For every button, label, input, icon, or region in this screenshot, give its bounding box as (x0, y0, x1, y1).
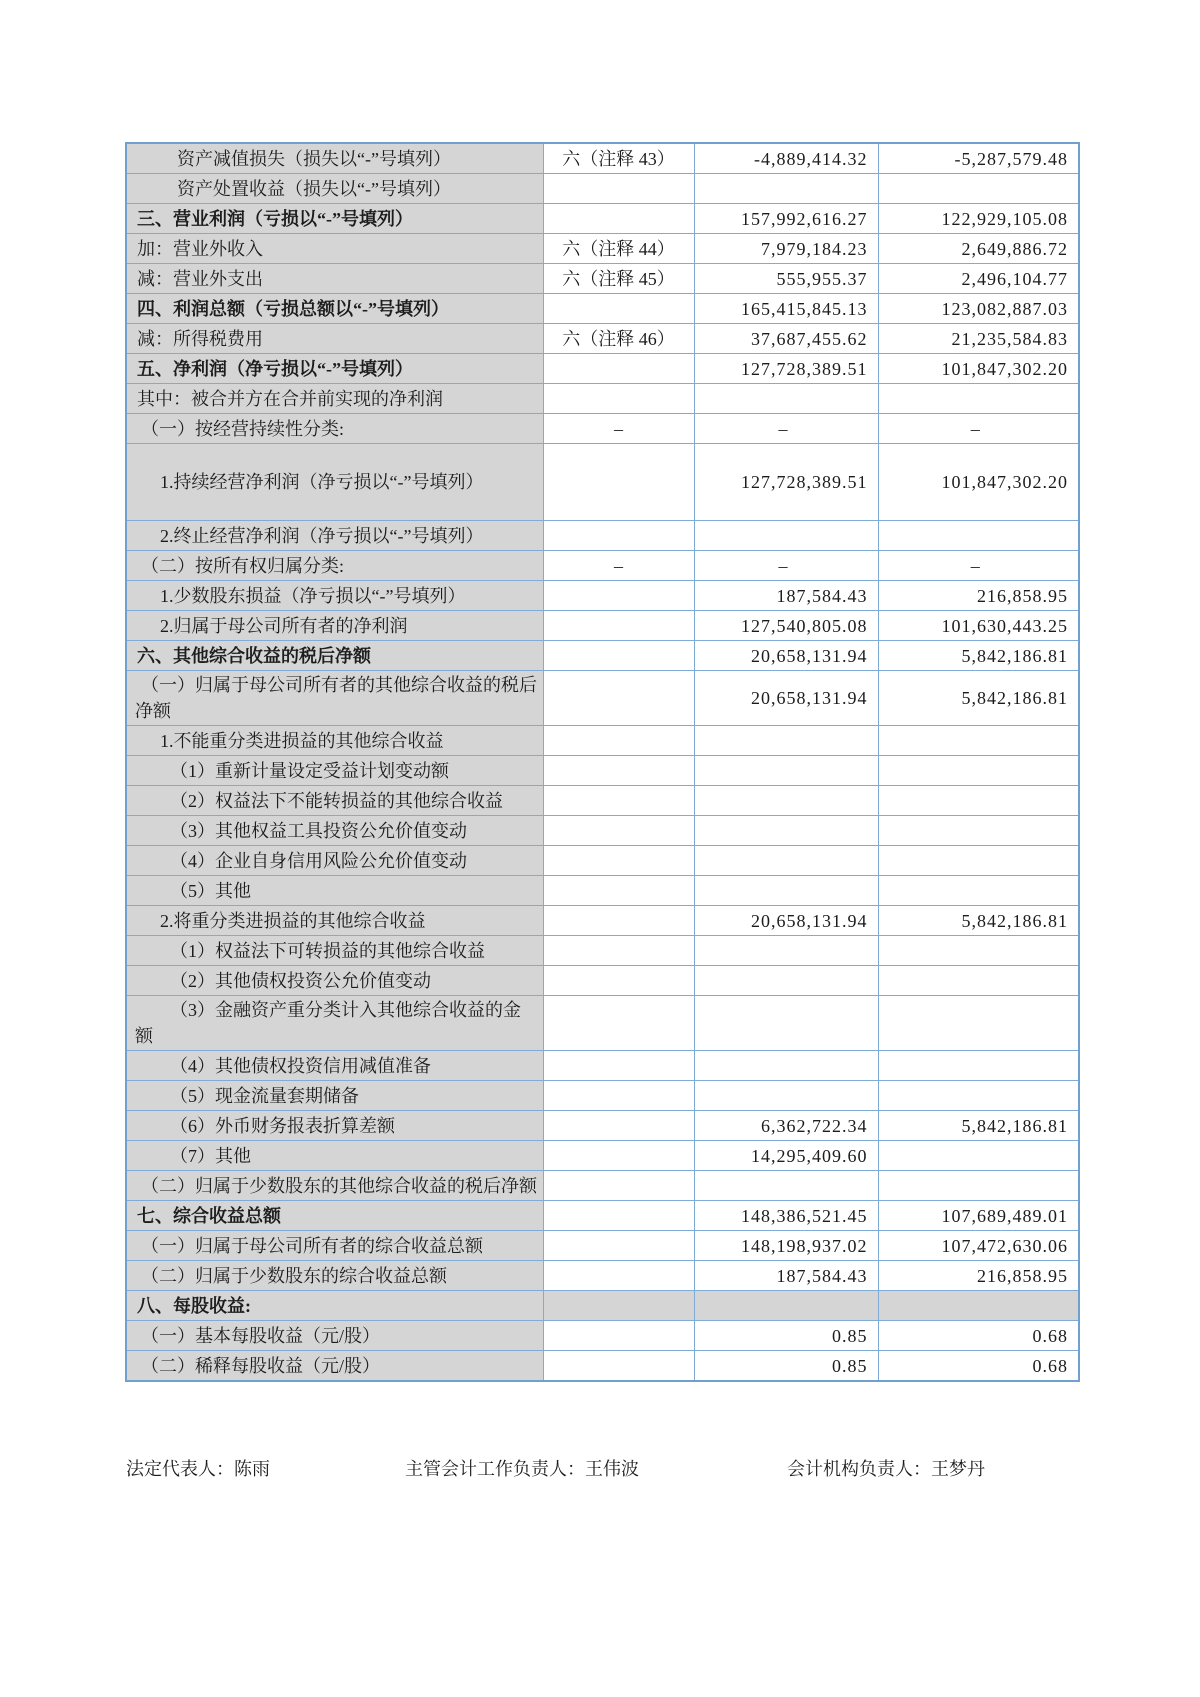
prior-amount-cell: 0.68 (878, 1351, 1079, 1382)
prior-amount-cell (878, 936, 1079, 966)
prior-amount-cell: 5,842,186.81 (878, 1111, 1079, 1141)
table-row (126, 1141, 1079, 1171)
table-row (126, 876, 1079, 906)
current-amount-cell (694, 816, 878, 846)
table-row (126, 384, 1079, 414)
table-row (126, 726, 1079, 756)
item-cell: （一）归属于母公司所有者的综合收益总额 (126, 1231, 543, 1261)
note-cell (543, 354, 694, 384)
prior-amount-cell (878, 384, 1079, 414)
current-amount-cell (694, 174, 878, 204)
accounting-department-head-label: 会计机构负责人：王梦丹 (787, 1459, 985, 1479)
note-cell: 六（注释 46） (543, 324, 694, 354)
note-cell (543, 1201, 694, 1231)
item-cell: （4）其他债权投资信用减值准备 (126, 1051, 543, 1081)
item-cell: （一）归属于母公司所有者的其他综合收益的税后净额 (126, 671, 543, 726)
item-cell: 1.不能重分类进损益的其他综合收益 (126, 726, 543, 756)
current-amount-cell: 165,415,845.13 (694, 294, 878, 324)
prior-amount-cell: 2,496,104.77 (878, 264, 1079, 294)
table-row (126, 671, 1079, 726)
current-amount-cell (694, 1051, 878, 1081)
prior-amount-cell: 107,472,630.06 (878, 1231, 1079, 1261)
prior-amount-cell (878, 846, 1079, 876)
table-row (126, 1321, 1079, 1351)
table-row (126, 936, 1079, 966)
item-cell: （1）重新计量设定受益计划变动额 (126, 756, 543, 786)
item-cell: （1）权益法下可转损益的其他综合收益 (126, 936, 543, 966)
table-row (126, 234, 1079, 264)
note-cell (543, 996, 694, 1051)
prior-amount-cell: 5,842,186.81 (878, 906, 1079, 936)
prior-amount-cell (878, 1141, 1079, 1171)
note-cell (543, 1231, 694, 1261)
note-cell (543, 816, 694, 846)
current-amount-cell: 127,540,805.08 (694, 611, 878, 641)
table-row (126, 143, 1079, 174)
note-cell: 六（注释 44） (543, 234, 694, 264)
current-amount-cell (694, 786, 878, 816)
current-amount-cell (694, 1081, 878, 1111)
item-cell: （2）权益法下不能转损益的其他综合收益 (126, 786, 543, 816)
note-cell (543, 966, 694, 996)
prior-amount-cell: 122,929,105.08 (878, 204, 1079, 234)
prior-amount-cell: 101,630,443.25 (878, 611, 1079, 641)
note-cell (543, 1351, 694, 1382)
note-cell: – (543, 414, 694, 444)
prior-amount-cell: 2,649,886.72 (878, 234, 1079, 264)
item-cell: 2.将重分类进损益的其他综合收益 (126, 906, 543, 936)
prior-amount-cell (878, 786, 1079, 816)
note-cell: 六（注释 43） (543, 143, 694, 174)
table-row (126, 521, 1079, 551)
prior-amount-cell: 5,842,186.81 (878, 671, 1079, 726)
prior-amount-cell: 216,858.95 (878, 581, 1079, 611)
table-row (126, 1171, 1079, 1201)
prior-amount-cell (878, 521, 1079, 551)
current-amount-cell (694, 996, 878, 1051)
prior-amount-cell (878, 966, 1079, 996)
current-amount-cell: 20,658,131.94 (694, 641, 878, 671)
item-cell: 四、利润总额（亏损总额以“-”号填列） (126, 294, 543, 324)
item-cell: 加：营业外收入 (126, 234, 543, 264)
table-row (126, 294, 1079, 324)
prior-amount-cell: 0.68 (878, 1321, 1079, 1351)
prior-amount-cell (878, 1051, 1079, 1081)
current-amount-cell (694, 846, 878, 876)
current-amount-cell: 20,658,131.94 (694, 671, 878, 726)
prior-amount-cell (878, 1081, 1079, 1111)
note-cell (543, 1111, 694, 1141)
current-amount-cell: 148,198,937.02 (694, 1231, 878, 1261)
note-cell (543, 1321, 694, 1351)
table-row (126, 551, 1079, 581)
item-cell: 六、其他综合收益的税后净额 (126, 641, 543, 671)
current-amount-cell: 555,955.37 (694, 264, 878, 294)
note-cell (543, 174, 694, 204)
note-cell (543, 611, 694, 641)
table-row (126, 1081, 1079, 1111)
note-cell (543, 641, 694, 671)
prior-amount-cell: 101,847,302.20 (878, 354, 1079, 384)
current-amount-cell: 187,584.43 (694, 1261, 878, 1291)
current-amount-cell: – (694, 414, 878, 444)
item-cell: （一）基本每股收益（元/股） (126, 1321, 543, 1351)
table-row (126, 816, 1079, 846)
prior-amount-cell: 5,842,186.81 (878, 641, 1079, 671)
current-amount-cell: 127,728,389.51 (694, 354, 878, 384)
table-row (126, 264, 1079, 294)
current-amount-cell (694, 1171, 878, 1201)
table-row (126, 641, 1079, 671)
table-row (126, 444, 1079, 521)
item-cell: （3）其他权益工具投资公允价值变动 (126, 816, 543, 846)
note-cell (543, 726, 694, 756)
prior-amount-cell (878, 1291, 1079, 1321)
table-row (126, 846, 1079, 876)
table-row (126, 324, 1079, 354)
item-cell: 五、净利润（净亏损以“-”号填列） (126, 354, 543, 384)
prior-amount-cell (878, 816, 1079, 846)
current-amount-cell: 187,584.43 (694, 581, 878, 611)
table-row (126, 966, 1079, 996)
prior-amount-cell (878, 174, 1079, 204)
item-cell: （7）其他 (126, 1141, 543, 1171)
current-amount-cell: 20,658,131.94 (694, 906, 878, 936)
table-row (126, 1111, 1079, 1141)
current-amount-cell: 6,362,722.34 (694, 1111, 878, 1141)
item-cell: 2.终止经营净利润（净亏损以“-”号填列） (126, 521, 543, 551)
table-row (126, 1051, 1079, 1081)
prior-amount-cell: 101,847,302.20 (878, 444, 1079, 521)
item-cell: 七、综合收益总额 (126, 1201, 543, 1231)
current-amount-cell: – (694, 551, 878, 581)
note-cell (543, 444, 694, 521)
note-cell (543, 521, 694, 551)
item-cell: （5）其他 (126, 876, 543, 906)
note-cell (543, 906, 694, 936)
item-cell: 2.归属于母公司所有者的净利润 (126, 611, 543, 641)
table-row (126, 906, 1079, 936)
note-cell (543, 1051, 694, 1081)
prior-amount-cell: 216,858.95 (878, 1261, 1079, 1291)
item-cell: （二）归属于少数股东的综合收益总额 (126, 1261, 543, 1291)
item-cell: 减：所得税费用 (126, 324, 543, 354)
prior-amount-cell: 123,082,887.03 (878, 294, 1079, 324)
prior-amount-cell (878, 876, 1079, 906)
note-cell: – (543, 551, 694, 581)
current-amount-cell (694, 756, 878, 786)
item-cell: （6）外币财务报表折算差额 (126, 1111, 543, 1141)
current-amount-cell: -4,889,414.32 (694, 143, 878, 174)
item-cell: （4）企业自身信用风险公允价值变动 (126, 846, 543, 876)
prior-amount-cell: 107,689,489.01 (878, 1201, 1079, 1231)
item-cell: （3）金融资产重分类计入其他综合收益的金额 (126, 996, 543, 1051)
prior-amount-cell (878, 1171, 1079, 1201)
table-row (126, 996, 1079, 1051)
note-cell: 六（注释 45） (543, 264, 694, 294)
table-row (126, 1261, 1079, 1291)
prior-amount-cell: – (878, 551, 1079, 581)
table-row (126, 354, 1079, 384)
table-row (126, 414, 1079, 444)
note-cell (543, 786, 694, 816)
item-cell: （二）按所有权归属分类: (126, 551, 543, 581)
current-amount-cell: 7,979,184.23 (694, 234, 878, 264)
table-row (126, 786, 1079, 816)
table-row (126, 1351, 1079, 1382)
item-cell: 减：营业外支出 (126, 264, 543, 294)
current-amount-cell: 157,992,616.27 (694, 204, 878, 234)
current-amount-cell: 148,386,521.45 (694, 1201, 878, 1231)
item-cell: （二）归属于少数股东的其他综合收益的税后净额 (126, 1171, 543, 1201)
legal-representative-label: 法定代表人：陈雨 (126, 1459, 270, 1479)
item-cell: 其中：被合并方在合并前实现的净利润 (126, 384, 543, 414)
income-statement-table (125, 142, 1080, 1382)
table-row (126, 174, 1079, 204)
note-cell (543, 846, 694, 876)
item-cell: （5）现金流量套期储备 (126, 1081, 543, 1111)
table-row (126, 1291, 1079, 1321)
current-amount-cell (694, 876, 878, 906)
note-cell (543, 1081, 694, 1111)
note-cell (543, 1171, 694, 1201)
item-cell: 八、每股收益: (126, 1291, 543, 1321)
current-amount-cell (694, 966, 878, 996)
table-row (126, 1231, 1079, 1261)
item-cell: 1.少数股东损益（净亏损以“-”号填列） (126, 581, 543, 611)
note-cell (543, 876, 694, 906)
current-amount-cell (694, 384, 878, 414)
prior-amount-cell: -5,287,579.48 (878, 143, 1079, 174)
note-cell (543, 294, 694, 324)
prior-amount-cell: – (878, 414, 1079, 444)
note-cell (543, 1141, 694, 1171)
note-cell (543, 204, 694, 234)
current-amount-cell (694, 521, 878, 551)
item-cell: 资产处置收益（损失以“-”号填列） (126, 174, 543, 204)
current-amount-cell: 127,728,389.51 (694, 444, 878, 521)
item-cell: （二）稀释每股收益（元/股） (126, 1351, 543, 1382)
table-row (126, 611, 1079, 641)
table-body (126, 143, 1079, 1381)
current-amount-cell: 0.85 (694, 1351, 878, 1382)
note-cell (543, 581, 694, 611)
table-row (126, 756, 1079, 786)
note-cell (543, 671, 694, 726)
prior-amount-cell (878, 996, 1079, 1051)
current-amount-cell: 14,295,409.60 (694, 1141, 878, 1171)
chief-accounting-officer-label: 主管会计工作负责人：王伟波 (405, 1459, 639, 1479)
current-amount-cell (694, 936, 878, 966)
current-amount-cell (694, 1291, 878, 1321)
note-cell (543, 1261, 694, 1291)
item-cell: （一）按经营持续性分类: (126, 414, 543, 444)
current-amount-cell (694, 726, 878, 756)
table-row (126, 1201, 1079, 1231)
note-cell (543, 756, 694, 786)
table-row (126, 204, 1079, 234)
item-cell: 三、营业利润（亏损以“-”号填列） (126, 204, 543, 234)
signatories-row (0, 1455, 1200, 1485)
note-cell (543, 1291, 694, 1321)
current-amount-cell: 0.85 (694, 1321, 878, 1351)
prior-amount-cell (878, 726, 1079, 756)
item-cell: 1.持续经营净利润（净亏损以“-”号填列） (126, 444, 543, 521)
table-row (126, 581, 1079, 611)
item-cell: 资产减值损失（损失以“-”号填列） (126, 143, 543, 174)
current-amount-cell: 37,687,455.62 (694, 324, 878, 354)
prior-amount-cell (878, 756, 1079, 786)
note-cell (543, 384, 694, 414)
note-cell (543, 936, 694, 966)
prior-amount-cell: 21,235,584.83 (878, 324, 1079, 354)
item-cell: （2）其他债权投资公允价值变动 (126, 966, 543, 996)
